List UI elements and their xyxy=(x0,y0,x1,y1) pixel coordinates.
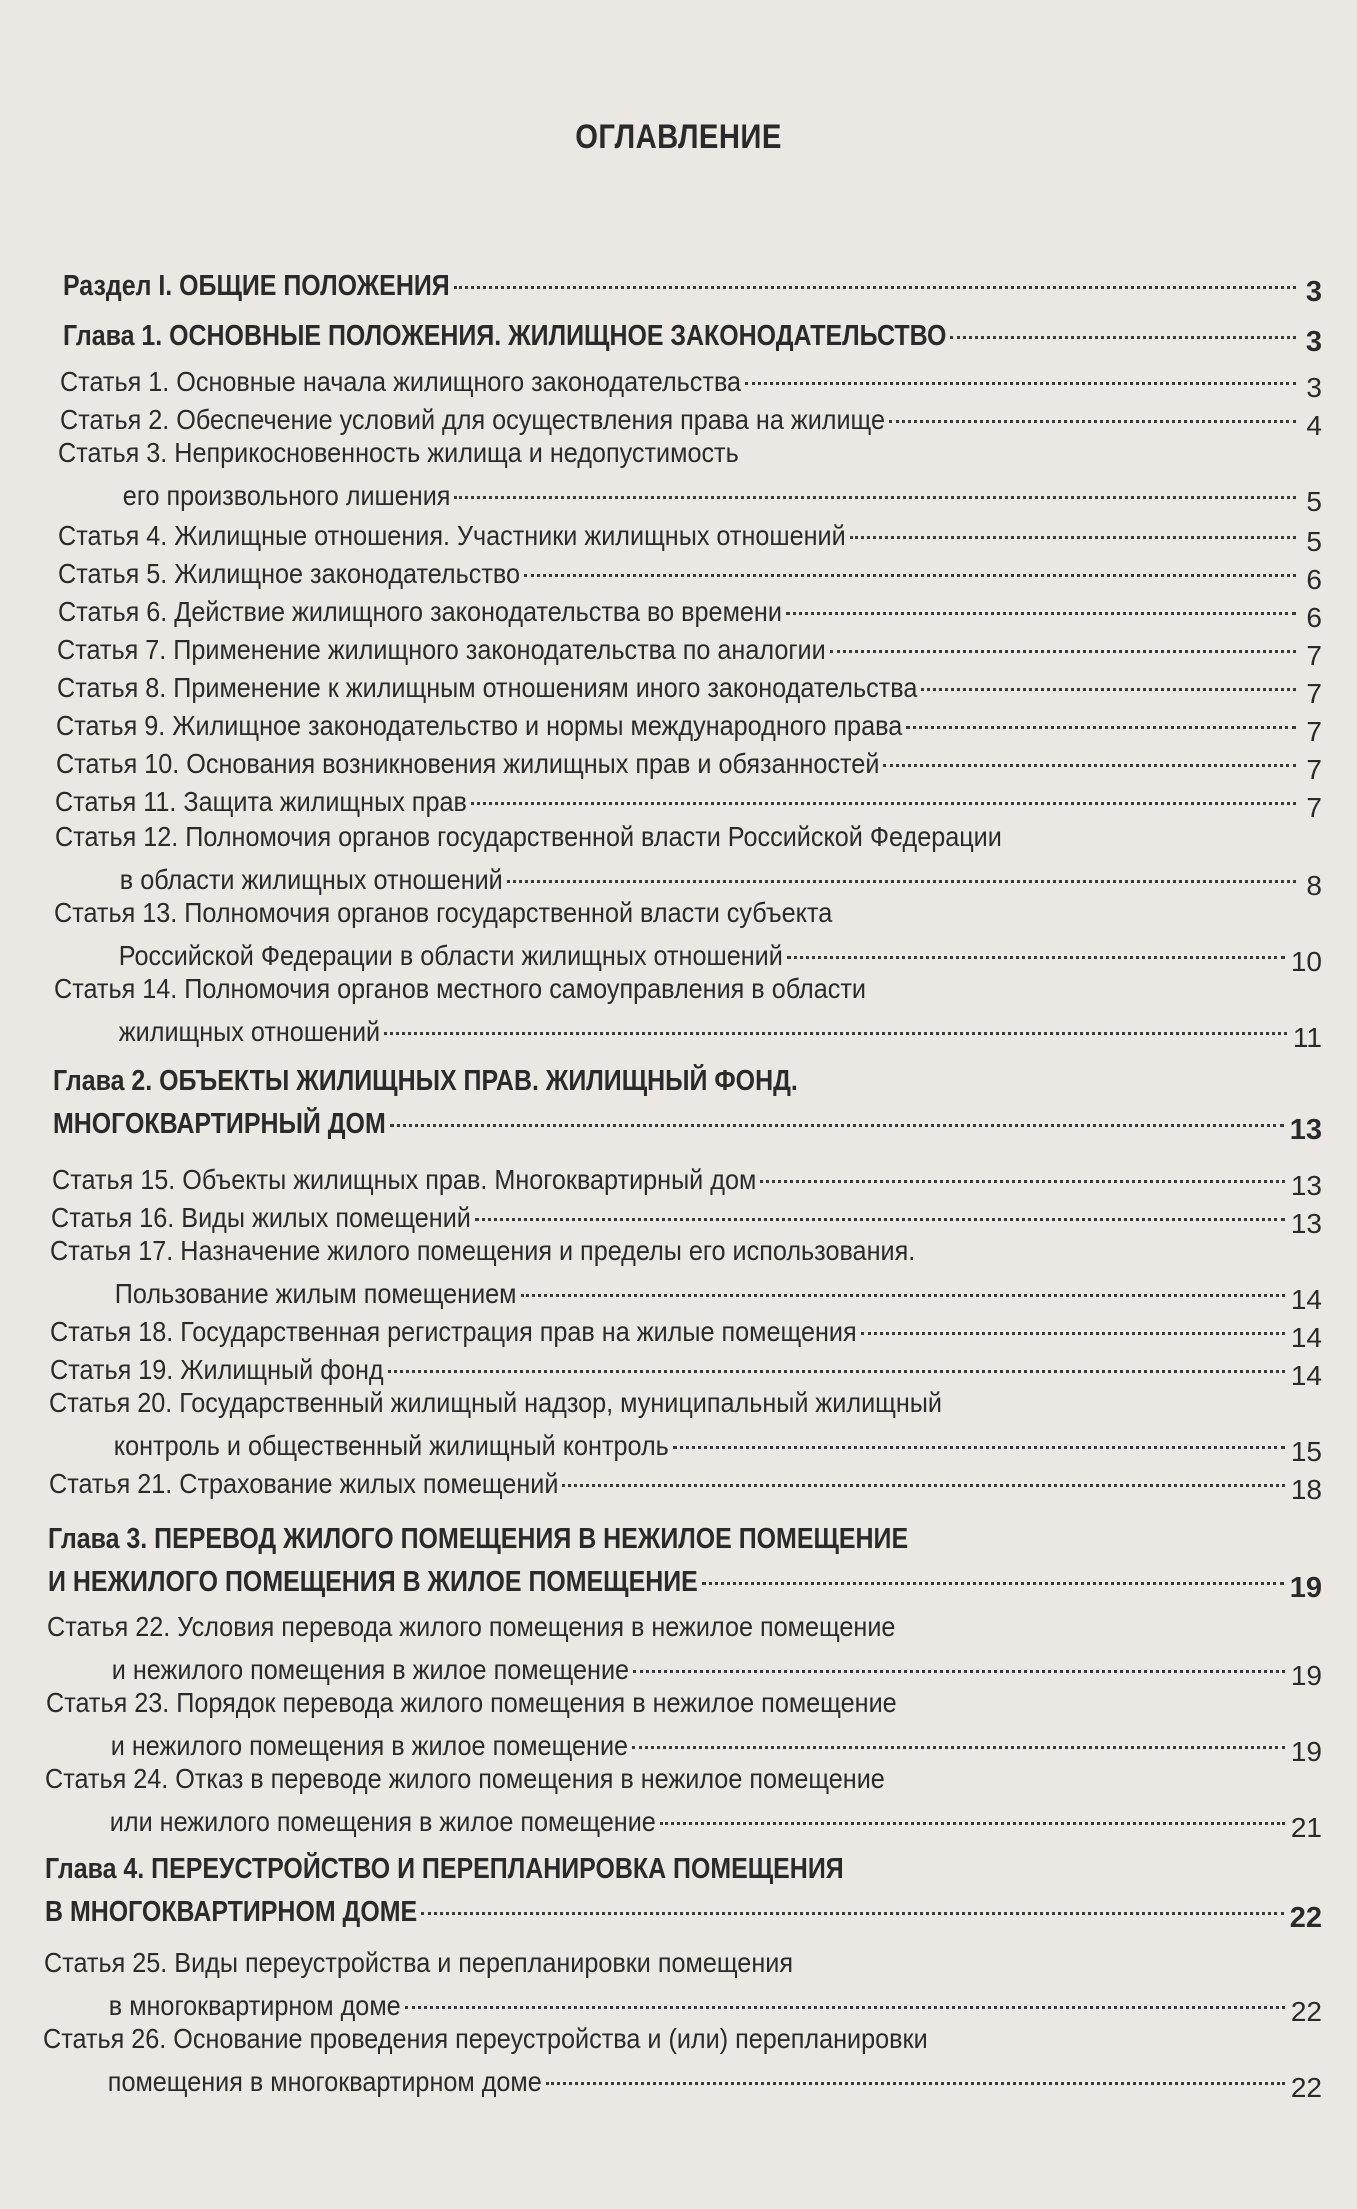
toc-entry-text: Статья 5. Жилищное законодательство xyxy=(58,558,521,589)
toc-entry-text: в многоквартирном доме xyxy=(108,1990,401,2021)
dot-leader xyxy=(673,1416,1285,1449)
page-number: 3 xyxy=(1306,372,1322,403)
toc-entry-text: жилищных отношений xyxy=(118,1016,381,1047)
dot-leader xyxy=(384,1002,1287,1035)
toc-entry xyxy=(47,1608,1322,1691)
toc-entry-text: Статья 10. Основания возникновения жилищных прав и обязанностей xyxy=(56,748,880,779)
toc-entry-text: Статья 3. Неприкосновенность жилища и недопустимость xyxy=(58,437,739,468)
dot-leader xyxy=(702,1552,1284,1585)
page-number: 22 xyxy=(1289,1902,1322,1934)
toc-entry-text: Статья 7. Применение жилищного законодательства по аналогии xyxy=(57,634,826,665)
toc-entry-text: Статья 26. Основание проведения переустройства и (или) перепланировки xyxy=(43,2023,928,2054)
toc-entry xyxy=(55,778,1322,823)
page-number: 10 xyxy=(1290,946,1322,977)
toc-entry-text: Статья 13. Полномочия органов государственной власти субъекта xyxy=(54,897,833,928)
toc-entry-text: Глава 2. ОБЪЕКТЫ ЖИЛИЩНЫХ ПРАВ. ЖИЛИЩНЫЙ ФОНД. xyxy=(53,1065,798,1097)
page-number: 14 xyxy=(1290,1284,1322,1315)
dot-leader xyxy=(883,734,1296,767)
page-number: 22 xyxy=(1290,1996,1322,2027)
toc-entry-text: Российской Федерации в области жилищных отношений xyxy=(118,940,783,971)
toc-entry-text: Статья 16. Виды жилых помещений xyxy=(51,1202,471,1233)
dot-leader xyxy=(475,1188,1285,1221)
dot-leader xyxy=(633,1640,1285,1673)
toc-entry xyxy=(46,1684,1322,1767)
page-number: 22 xyxy=(1290,2072,1322,2103)
toc-heading xyxy=(53,1062,1322,1146)
toc-entry xyxy=(51,1194,1322,1239)
toc-entry-text: Глава 3. ПЕРЕВОД ЖИЛОГО ПОМЕЩЕНИЯ В НЕЖИЛОЕ ПОМЕЩЕНИЕ xyxy=(48,1523,909,1555)
toc-entry-text: Статья 18. Государственная регистрация прав на жилые помещения xyxy=(50,1316,857,1347)
toc-entry xyxy=(54,894,1322,977)
toc-heading xyxy=(63,312,1322,358)
page-number: 7 xyxy=(1306,678,1322,709)
page-number: 19 xyxy=(1290,1736,1322,1767)
toc-entry-text: Статья 22. Условия перевода жилого помещения в нежилое помещение xyxy=(47,1611,896,1642)
dot-leader xyxy=(546,2052,1285,2085)
dot-leader xyxy=(421,1882,1284,1915)
toc-entry xyxy=(55,818,1322,901)
toc-entry-text: Статья 20. Государственный жилищный надзор, муниципальный жилищный xyxy=(49,1387,942,1418)
toc-entry xyxy=(43,2020,1322,2103)
dot-leader xyxy=(786,582,1296,615)
toc-entry-text: и нежилого помещения в жилое помещение xyxy=(111,1654,630,1685)
toc-entry xyxy=(54,970,1322,1053)
page-number: 8 xyxy=(1306,870,1322,901)
dot-leader xyxy=(889,390,1296,423)
dot-leader xyxy=(507,850,1296,883)
toc-entry-text: В МНОГОКВАРТИРНОМ ДОМЕ xyxy=(45,1896,418,1928)
toc-entry-text: Статья 2. Обеспечение условий для осуществления права на жилище xyxy=(60,404,886,435)
dot-leader xyxy=(830,620,1296,653)
dot-leader xyxy=(861,1302,1285,1335)
toc-entry-text: Глава 1. ОСНОВНЫЕ ПОЛОЖЕНИЯ. ЖИЛИЩНОЕ ЗАКОНОДАТЕЛЬСТВО xyxy=(63,320,947,352)
toc-entry-text: Статья 21. Страхование жилых помещений xyxy=(49,1468,559,1499)
toc-entry-text: Раздел I. ОБЩИЕ ПОЛОЖЕНИЯ xyxy=(63,270,450,302)
page-number: 14 xyxy=(1290,1360,1322,1391)
page-number: 7 xyxy=(1306,640,1322,671)
page-number: 11 xyxy=(1292,1022,1322,1053)
page-number: 3 xyxy=(1305,326,1322,358)
page-number: 7 xyxy=(1306,716,1322,747)
toc-entry-text: Статья 4. Жилищные отношения. Участники жилищных отношений xyxy=(58,520,846,551)
dot-leader xyxy=(906,696,1296,729)
page-number: 6 xyxy=(1306,564,1322,595)
page-number: 7 xyxy=(1306,754,1322,785)
toc-heading xyxy=(63,262,1322,308)
toc-entry-text: Статья 23. Порядок перевода жилого помещения в нежилое помещение xyxy=(46,1687,897,1718)
page-number: 19 xyxy=(1290,1660,1322,1691)
toc-entry-text: и нежилого помещения в жилое помещение xyxy=(110,1730,629,1761)
dot-leader xyxy=(950,306,1296,339)
toc-entry-text: И НЕЖИЛОГО ПОМЕЩЕНИЯ В ЖИЛОЕ ПОМЕЩЕНИЕ xyxy=(48,1566,698,1598)
toc-entry-text: Статья 24. Отказ в переводе жилого помещения в нежилое помещение xyxy=(45,1763,885,1794)
toc-entry-text: Статья 9. Жилищное законодательство и нормы международного права xyxy=(56,710,903,741)
toc-entry-text: Пользование жилым помещением xyxy=(114,1278,517,1309)
page-number: 7 xyxy=(1306,792,1322,823)
dot-leader xyxy=(471,772,1296,805)
toc-entry-text: контроль и общественный жилищный контроль xyxy=(113,1430,669,1461)
page-number: 4 xyxy=(1306,410,1322,441)
page-number: 19 xyxy=(1289,1572,1322,1604)
dot-leader xyxy=(454,466,1296,499)
page-number: 5 xyxy=(1306,526,1322,557)
page-number: 13 xyxy=(1290,1170,1322,1201)
toc-entry xyxy=(58,434,1322,517)
toc-entry-text: помещения в многоквартирном доме xyxy=(107,2066,542,2097)
toc-entry xyxy=(60,396,1322,441)
toc-entry-text: Статья 1. Основные начала жилищного законодательства xyxy=(60,366,742,397)
toc-entry-text: Статья 17. Назначение жилого помещения и пределы его использования. xyxy=(50,1235,916,1266)
dot-leader xyxy=(524,544,1296,577)
page-title: ОГЛАВЛЕНИЕ xyxy=(575,118,782,156)
dot-leader xyxy=(921,658,1296,691)
page-number: 13 xyxy=(1290,1208,1322,1239)
toc-heading xyxy=(48,1520,1322,1604)
dot-leader xyxy=(632,1716,1285,1749)
dot-leader xyxy=(562,1454,1284,1487)
dot-leader xyxy=(521,1264,1285,1297)
toc-entry-text: Статья 11. Защита жилищных прав xyxy=(55,786,467,817)
page-number: 14 xyxy=(1290,1322,1322,1353)
page-number: 15 xyxy=(1290,1436,1322,1467)
toc-entry-text: Статья 15. Объекты жилищных прав. Многоквартирный дом xyxy=(52,1164,757,1195)
toc-entry xyxy=(49,1384,1322,1467)
dot-leader xyxy=(454,256,1296,289)
toc-entry-text: его произвольного лишения xyxy=(122,480,451,511)
toc-entry-text: Статья 8. Применение к жилищным отношениям иного законодательства xyxy=(57,672,918,703)
dot-leader xyxy=(405,1976,1285,2009)
page-number: 3 xyxy=(1305,276,1322,308)
page-number: 5 xyxy=(1306,486,1322,517)
dot-leader xyxy=(388,1340,1285,1373)
dot-leader xyxy=(390,1094,1284,1127)
toc-entry-text: в области жилищных отношений xyxy=(119,864,503,895)
toc-entry-text: МНОГОКВАРТИРНЫЙ ДОМ xyxy=(53,1108,386,1140)
page-number: 21 xyxy=(1290,1812,1322,1843)
toc-entry-text: Статья 25. Виды переустройства и перепланировки помещения xyxy=(44,1947,793,1978)
page-number: 18 xyxy=(1290,1474,1322,1505)
dot-leader xyxy=(745,352,1296,385)
toc-entry xyxy=(50,1346,1322,1391)
dot-leader xyxy=(760,1150,1285,1183)
page-number: 13 xyxy=(1289,1114,1322,1146)
toc-entry-text: Статья 14. Полномочия органов местного самоуправления в области xyxy=(54,973,866,1004)
toc-entry xyxy=(49,1460,1322,1505)
toc-entry-text: Статья 6. Действие жилищного законодательства во времени xyxy=(58,596,782,627)
dot-leader xyxy=(850,506,1296,539)
toc-heading xyxy=(45,1850,1322,1934)
toc-entry xyxy=(44,1944,1322,2027)
toc-entry xyxy=(45,1760,1322,1843)
page-number: 6 xyxy=(1306,602,1322,633)
toc-entry-text: или нежилого помещения в жилое помещение xyxy=(109,1806,656,1837)
toc-entry-text: Статья 19. Жилищный фонд xyxy=(50,1354,384,1385)
toc-entry-text: Глава 4. ПЕРЕУСТРОЙСТВО И ПЕРЕПЛАНИРОВКА ПОМЕЩЕНИЯ xyxy=(45,1853,844,1885)
toc-entry-text: Статья 12. Полномочия органов государственной власти Российской Федерации xyxy=(55,821,1002,852)
dot-leader xyxy=(787,926,1285,959)
toc-entry xyxy=(50,1232,1322,1315)
dot-leader xyxy=(660,1792,1285,1825)
